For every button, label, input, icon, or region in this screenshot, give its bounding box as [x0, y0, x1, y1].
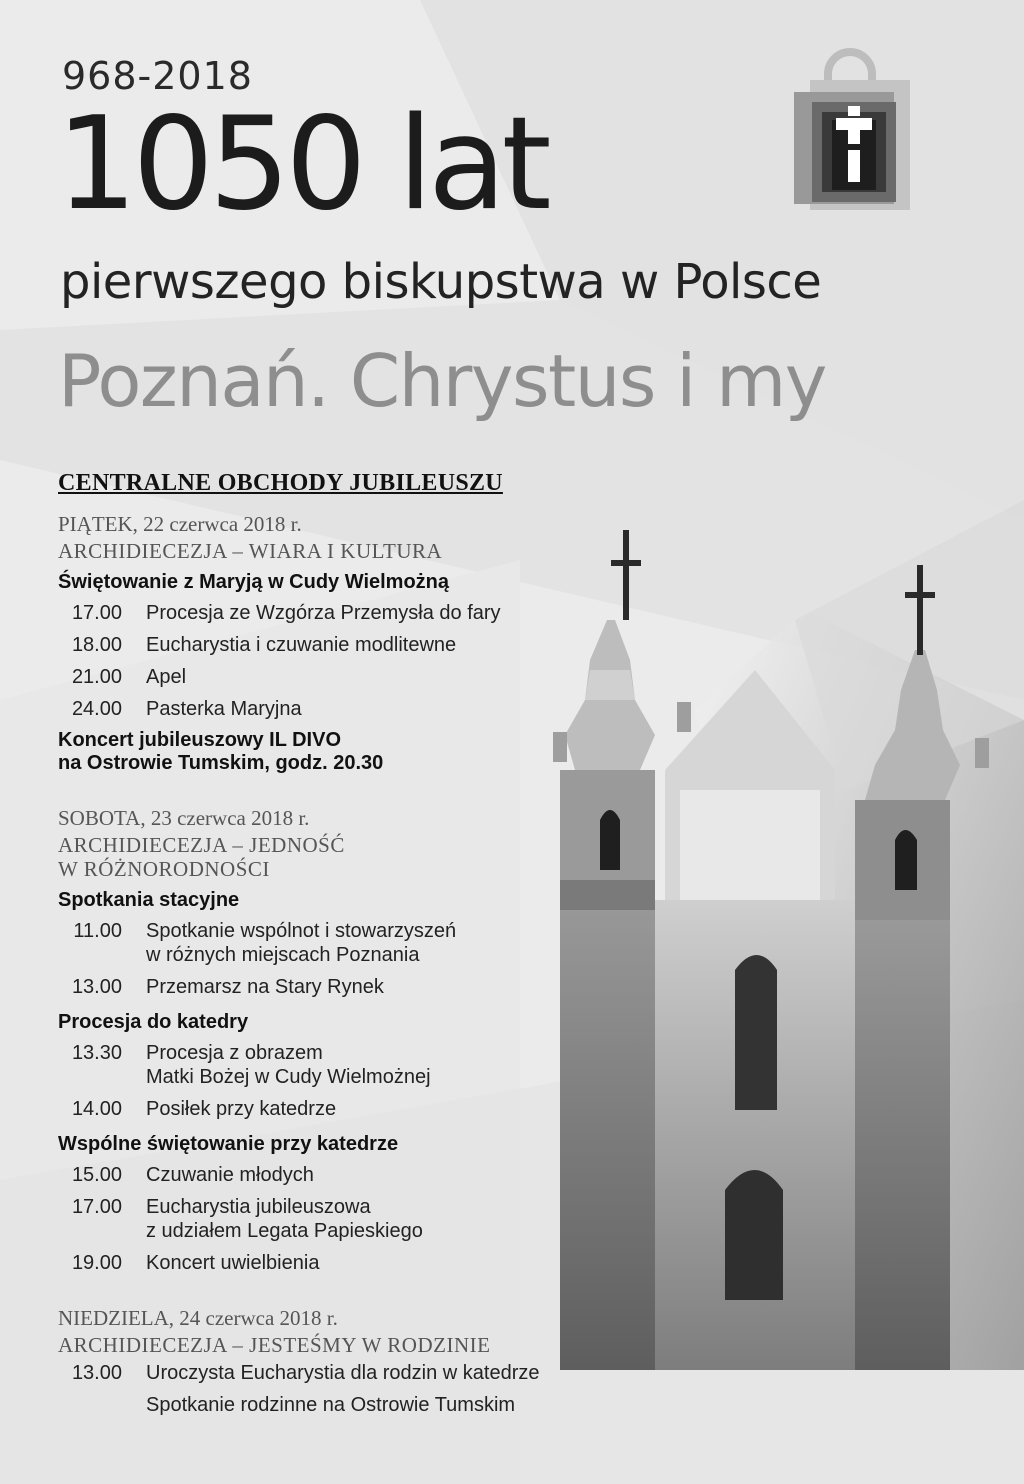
event-row	[58, 1393, 578, 1417]
event-desc: Posiłek przy katedrze	[146, 1098, 337, 1120]
event-desc: Przemarsz na Stary Rynek	[146, 976, 384, 998]
event-desc: Pasterka Maryjna	[146, 698, 302, 720]
jubilee-tagline: Poznań. Chrystus i my	[58, 339, 826, 423]
event-desc: Koncert uwielbienia	[146, 1252, 320, 1274]
event-row	[58, 1195, 578, 1243]
event-time: 19.00	[71, 1252, 122, 1274]
event-row	[58, 1097, 578, 1121]
day-theme-line: ARCHIDIECEZJA – JEDNOŚĆ	[58, 833, 345, 857]
event-row	[58, 601, 578, 625]
day-date: SOBOTA, 23 czerwca 2018 r.	[58, 806, 310, 830]
block-title: Procesja do katedry	[58, 1011, 249, 1033]
day-saturday	[58, 803, 578, 1275]
event-desc-line: z udziałem Legata Papieskiego	[146, 1220, 423, 1242]
event-row	[58, 919, 578, 967]
event-desc: Eucharystia i czuwanie modlitewne	[146, 634, 457, 656]
event-row	[58, 1361, 578, 1385]
event-row	[58, 1163, 578, 1187]
event-time: 17.00	[71, 602, 122, 624]
event-time: 11.00	[73, 920, 122, 942]
day-theme: ARCHIDIECEZJA – WIARA I KULTURA	[58, 539, 443, 563]
event-row	[58, 1251, 578, 1275]
block-title: Wspólne świętowanie przy katedrze	[58, 1133, 399, 1155]
event-desc	[122, 1041, 578, 1089]
event-desc-line: Procesja z obrazem	[146, 1042, 323, 1064]
day-friday	[58, 509, 578, 775]
event-desc	[122, 1195, 578, 1243]
event-time: 24.00	[71, 698, 122, 720]
event-desc	[122, 919, 578, 967]
event-time: 13.30	[71, 1042, 122, 1064]
event-desc-line: Matki Bożej w Cudy Wielmożnej	[146, 1066, 431, 1088]
jubilee-logo	[790, 44, 910, 224]
event-row	[58, 633, 578, 657]
event-time: 17.00	[71, 1196, 122, 1218]
anniversary-title: 1050 lat	[56, 90, 547, 239]
day-theme: ARCHIDIECEZJA – JESTEŚMY W RODZINIE	[58, 1333, 491, 1357]
day-date: PIĄTEK, 22 czerwca 2018 r.	[58, 512, 302, 536]
event-row	[58, 975, 578, 999]
program-section	[58, 470, 578, 1445]
day-theme	[58, 833, 578, 881]
event-time	[58, 1393, 122, 1417]
concert-line: Koncert jubileuszowy IL DIVO	[58, 729, 342, 751]
block-title: Spotkania stacyjne	[58, 889, 240, 911]
event-time: 13.00	[71, 1362, 122, 1384]
event-time: 14.00	[71, 1098, 122, 1120]
event-desc-line: w różnych miejscach Poznania	[146, 944, 420, 966]
anniversary-subtitle: pierwszego biskupstwa w Polsce	[60, 254, 822, 310]
event-time: 13.00	[71, 976, 122, 998]
event-desc: Czuwanie młodych	[146, 1164, 314, 1186]
cathedral-illustration	[545, 470, 1024, 1370]
day-theme-line: W RÓŻNORODNOŚCI	[58, 857, 270, 881]
program-heading: CENTRALNE OBCHODY JUBILEUSZU	[58, 470, 503, 496]
event-desc: Procesja ze Wzgórza Przemysła do fary	[146, 602, 501, 624]
event-desc-line: Spotkanie wspólnot i stowarzyszeń	[146, 920, 457, 942]
event-row	[58, 697, 578, 721]
event-desc: Spotkanie rodzinne na Ostrowie Tumskim	[146, 1394, 516, 1416]
concert-line: na Ostrowie Tumskim, godz. 20.30	[58, 752, 384, 774]
day-sunday	[58, 1303, 578, 1417]
anniversary-years: 968-2018	[62, 54, 253, 98]
day-date: NIEDZIELA, 24 czerwca 2018 r.	[58, 1306, 338, 1330]
event-desc: Apel	[146, 666, 187, 688]
event-row	[58, 1041, 578, 1089]
event-desc: Uroczysta Eucharystia dla rodzin w katedrze	[146, 1362, 540, 1384]
block-title: Świętowanie z Maryją w Cudy Wielmożną	[58, 571, 450, 593]
event-time: 18.00	[71, 634, 122, 656]
concert-note	[58, 729, 578, 775]
event-time: 21.00	[71, 666, 122, 688]
event-row	[58, 665, 578, 689]
event-desc-line: Eucharystia jubileuszowa	[146, 1196, 371, 1218]
event-time: 15.00	[71, 1164, 122, 1186]
